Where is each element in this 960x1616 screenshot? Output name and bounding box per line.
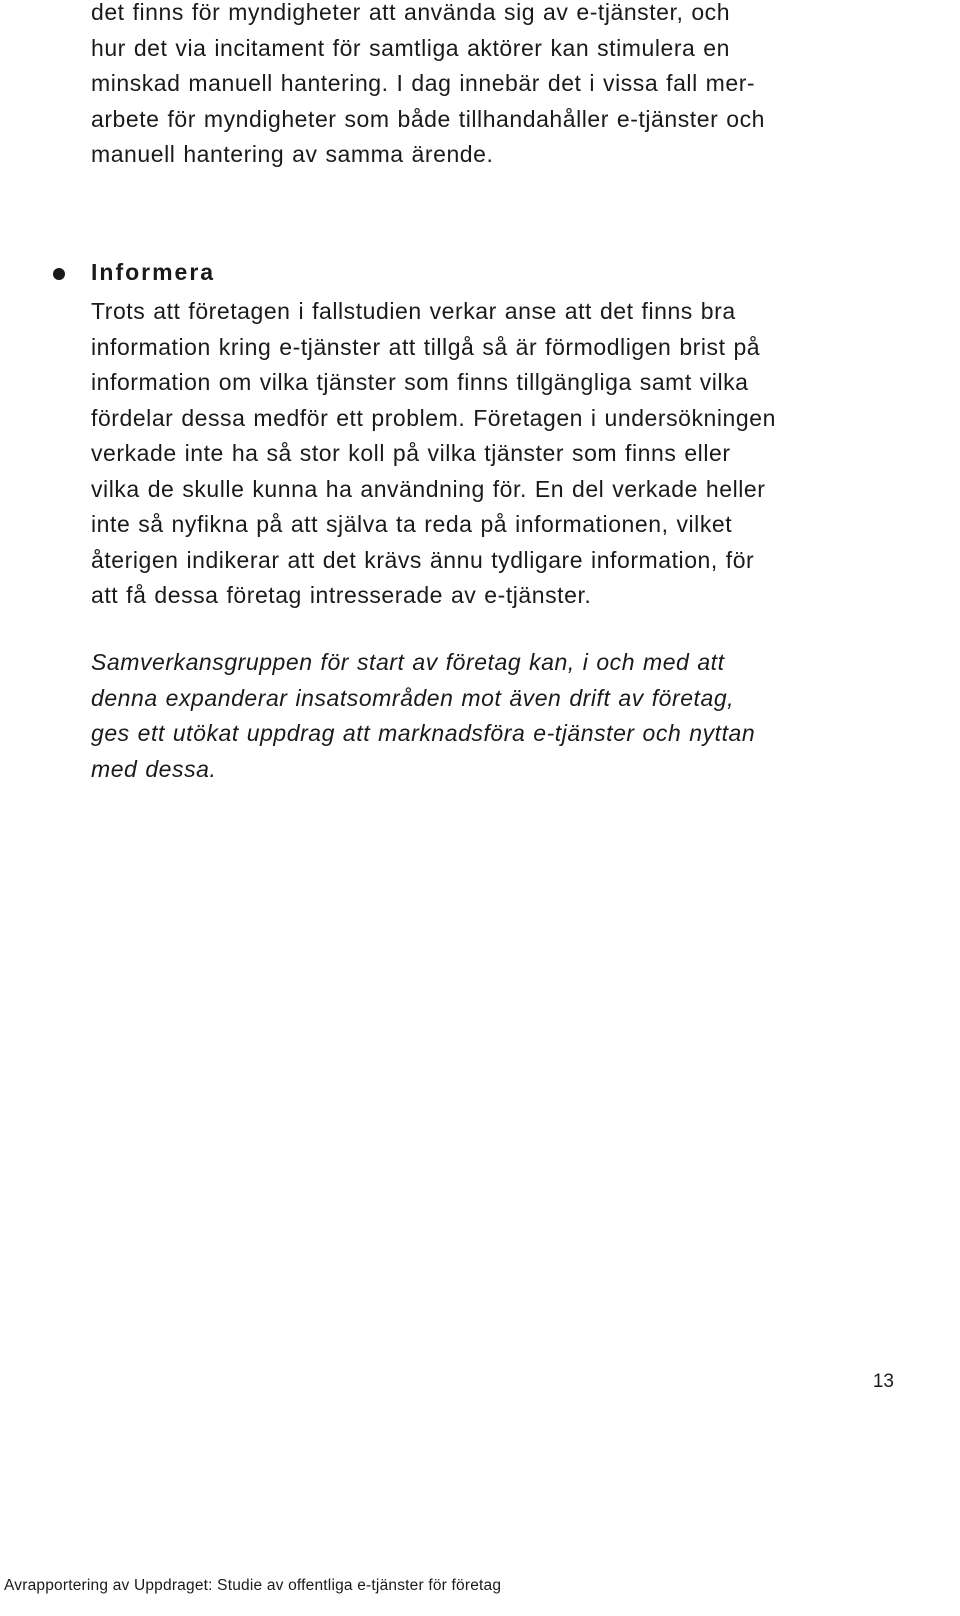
page-number: 13 xyxy=(872,1371,894,1392)
bullet-line: fördelar dessa medför ett problem. Företagen i undersökningen xyxy=(91,404,776,431)
bullet-line: Trots att företagen i fallstudien verkar anse att det finns bra xyxy=(91,298,736,324)
bullet-line: inte så nyfikna på att själva ta reda på informationen, vilket xyxy=(91,511,733,537)
intro-line: manuell hantering av samma ärende. xyxy=(91,141,494,167)
recommendation-line: denna expanderar insatsområden mot även drift av företag, xyxy=(91,684,735,711)
bullet-heading: Informera xyxy=(91,259,216,285)
intro-line: hur det via incitament för samtliga aktörer kan stimulera en xyxy=(91,34,730,61)
bullet-line: återigen indikerar att det krävs ännu tydligare information, för xyxy=(91,546,755,573)
footer-text: Avrapportering av Uppdraget: Studie av offentliga e-tjänster för företag xyxy=(4,1577,502,1594)
bullet-line: att få dessa företag intresserade av e-tjänster. xyxy=(91,582,592,608)
recommendation-line: Samverkansgruppen för start av företag kan, i och med att xyxy=(91,649,725,675)
intro-paragraph xyxy=(91,0,941,173)
recommendation-paragraph xyxy=(91,645,941,787)
intro-line: minskad manuell hantering. I dag innebär det i vissa fall mer- xyxy=(91,70,756,96)
intro-line: det finns för myndigheter att använda sig av e-tjänster, och xyxy=(91,0,731,25)
bullet-line: information kring e-tjänster att tillgå så är förmodligen brist på xyxy=(91,333,761,360)
recommendation-line: ges ett utökat uppdrag att marknadsföra e-tjänster och nyttan xyxy=(91,720,756,746)
bullet-icon xyxy=(53,268,65,280)
bullet-line: verkade inte ha så stor koll på vilka tjänster som finns eller xyxy=(91,440,731,466)
recommendation-line: med dessa. xyxy=(91,755,217,782)
bullet-line: information om vilka tjänster som finns tillgängliga samt vilka xyxy=(91,369,749,395)
bullet-line: vilka de skulle kunna ha användning för. En del verkade heller xyxy=(91,475,766,502)
intro-line: arbete för myndigheter som både tillhandahåller e-tjänster och xyxy=(91,105,765,132)
bullet-paragraph xyxy=(91,294,941,614)
